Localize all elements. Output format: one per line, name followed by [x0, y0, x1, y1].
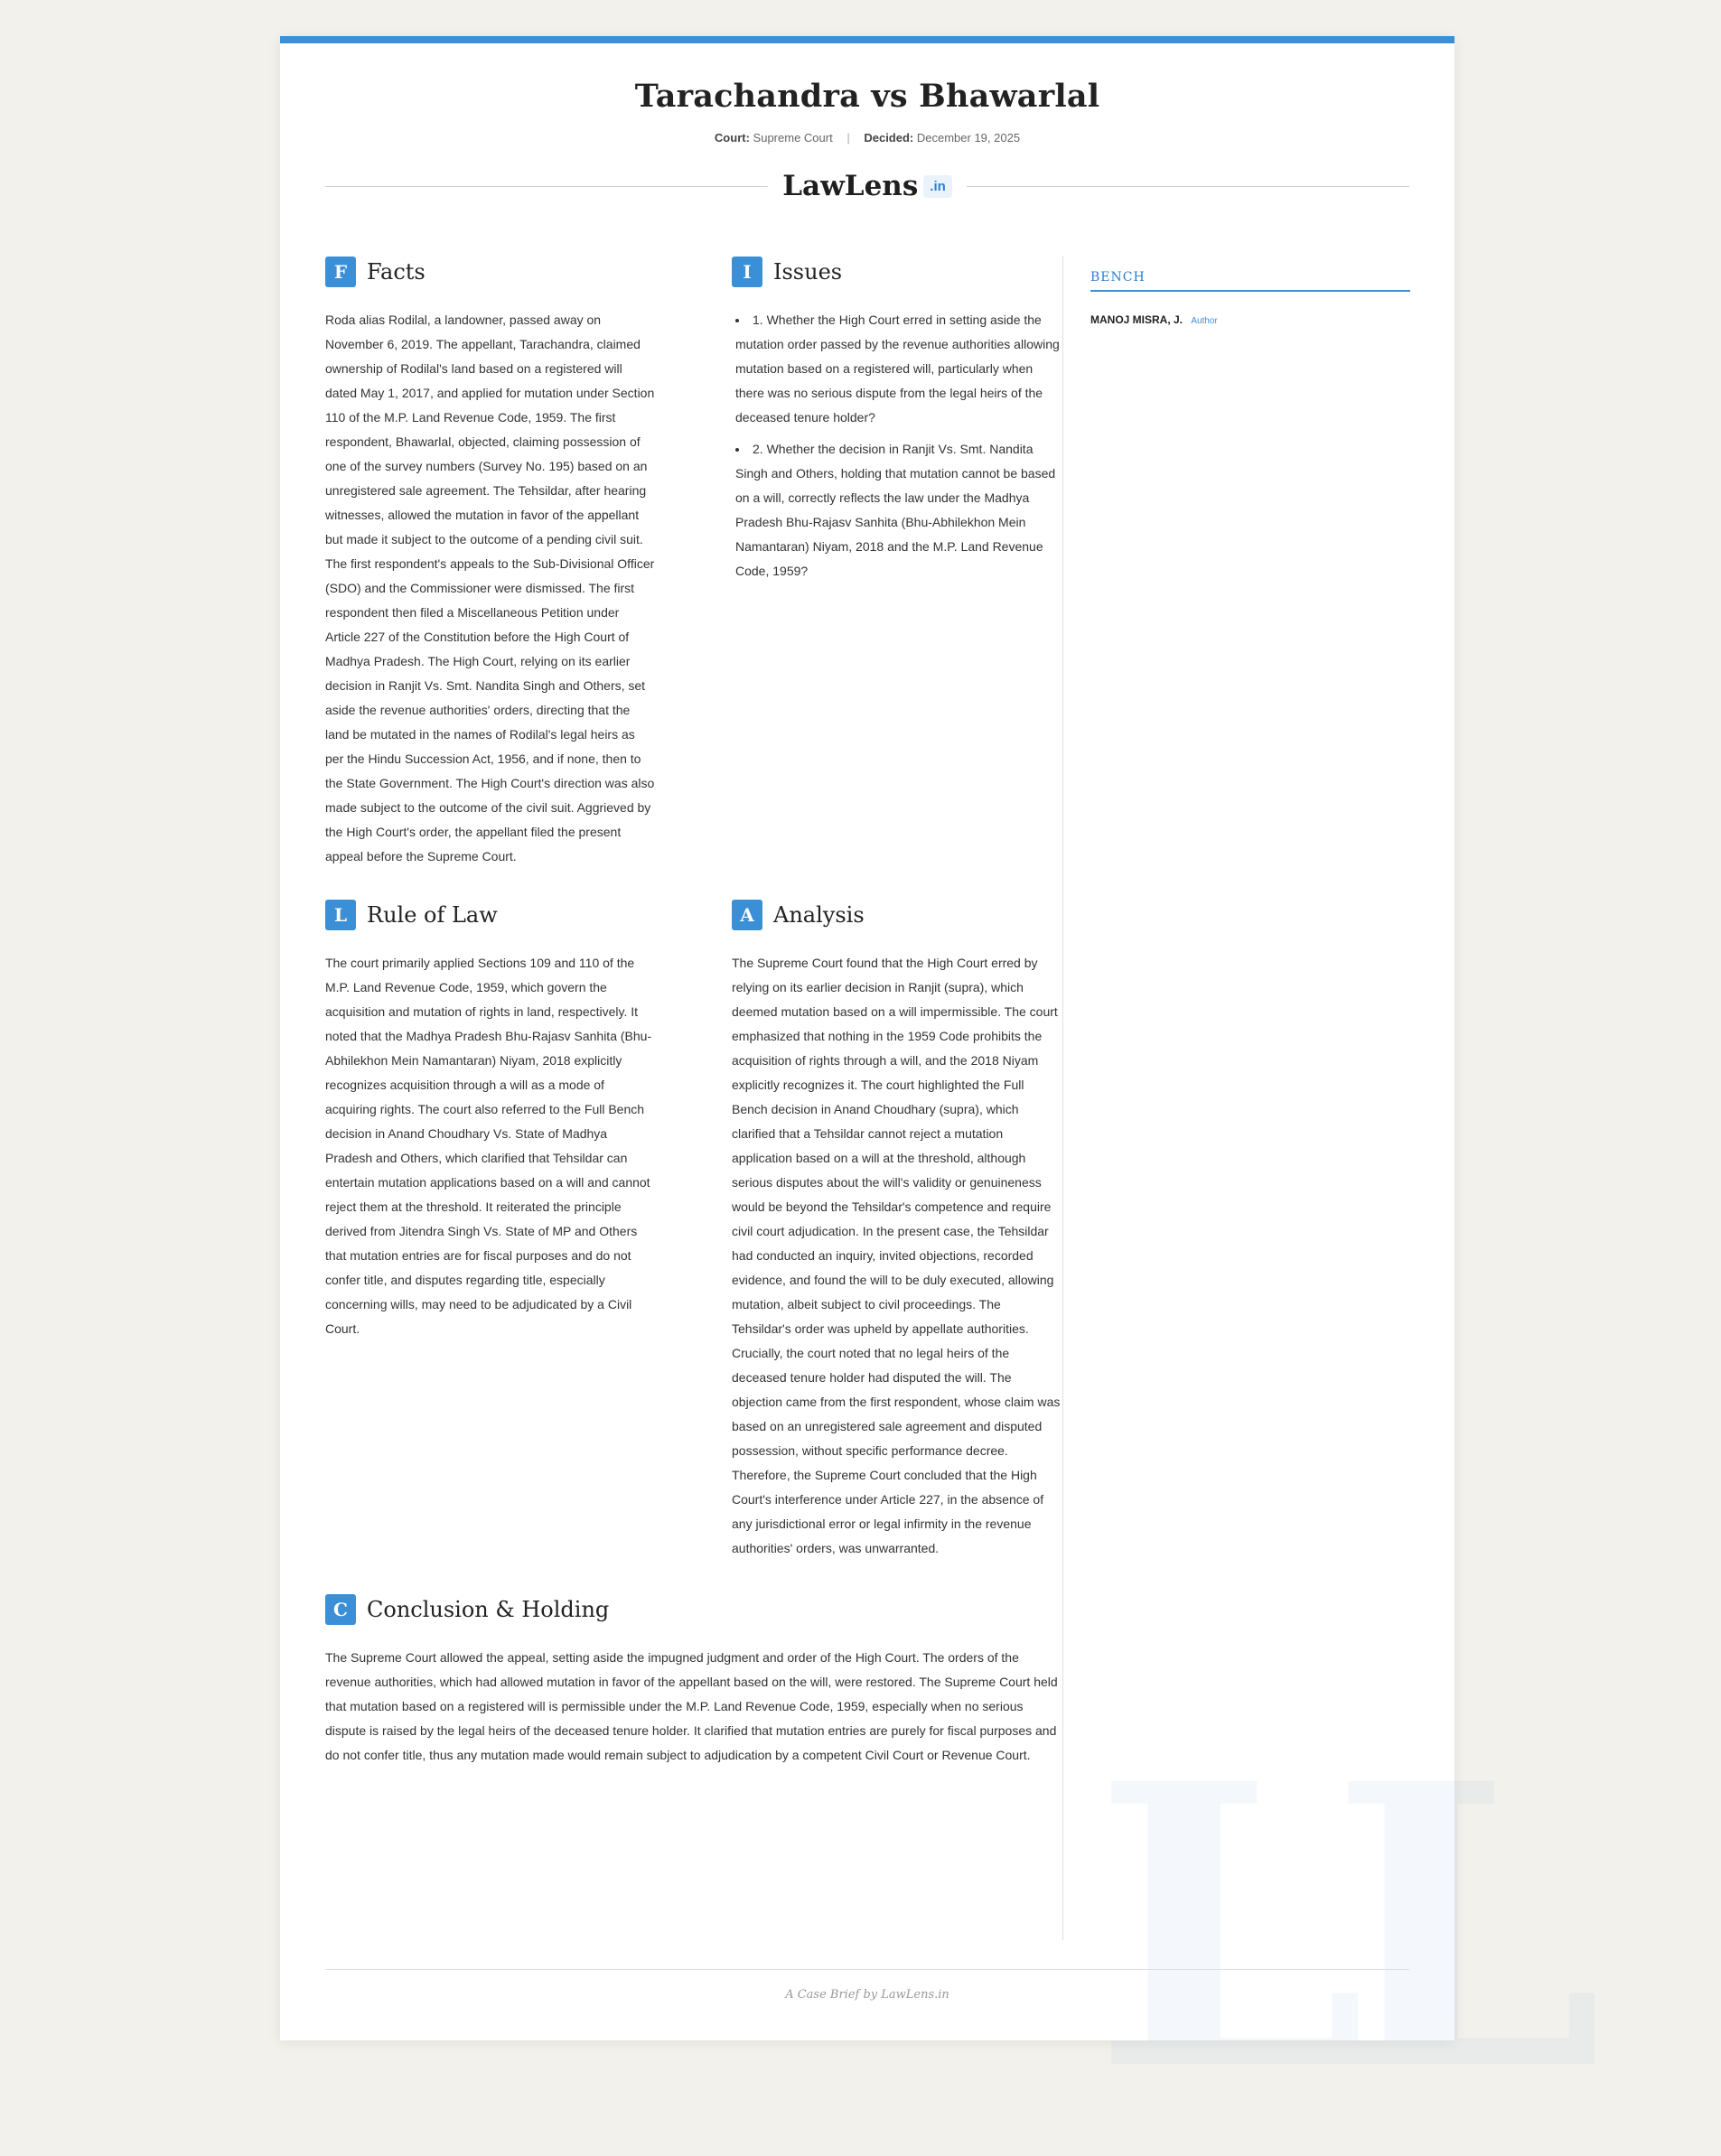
brand-tld-badge: .in	[923, 175, 952, 198]
facts-text: Roda alias Rodilal, a landowner, passed away on November 6, 2019. The appellant, Tarachandra, claimed ownership of Rodilal's land based on a registered will dated May 1, 2017, and applied for mutation under Section 110 of the M.P. Land Revenue Code, 1959. The first respondent, Bhawarlal, objected, claiming possession of one of the survey numbers (Survey No. 195) based on an unregistered sale agreement. The Tehsildar, after hearing witnesses, allowed the mutation in favor of the appellant but made it subject to the outcome of a pending civil suit. The first respondent's appeals to the Sub-Divisional Officer (SDO) and the Commissioner were dismissed. The first respondent then filed a Miscellaneous Petition under Article 227 of the Constitution before the High Court of Madhya Pradesh. The High Court, relying on its earlier decision in Ranjit Vs. Smt. Nandita Singh and Others, set aside the revenue authorities' orders, directing that the land be mutated in the names of Rodilal's legal heirs as per the Hindu Succession Act, 1956, and if none, then to the State Government. The High Court's direction was also made subject to the outcome of the civil suit. Aggrieved by the High Court's order, the appellant filed the present appeal before the Supreme Court.	[325, 313, 655, 863]
case-title: Tarachandra vs Bhawarlal	[634, 78, 1100, 115]
analysis-body	[732, 951, 1062, 1561]
judge-name: MANOJ MISRA, J.	[1090, 313, 1183, 326]
issues-body	[732, 308, 1062, 583]
divider-line-left	[325, 186, 768, 187]
case-meta	[280, 131, 1454, 145]
analysis-badge: A	[732, 900, 762, 930]
judge-entry	[1090, 313, 1410, 326]
rule-badge: L	[325, 900, 356, 930]
analysis-heading	[732, 899, 1062, 931]
conclusion-heading	[325, 1593, 1062, 1626]
rule-of-law-section	[325, 899, 655, 1561]
conclusion-body	[325, 1646, 1062, 1768]
brand-divider	[325, 168, 1409, 204]
analysis-text: The Supreme Court found that the High Court erred by relying on its earlier decision in Ranjit (supra), which deemed mutation based on a will impermissible. The court emphasized that nothing in the 1959 Code prohibits the acquisition of rights through a will, and the 2018 Niyam explicitly recognizes it. The court highlighted the Full Bench decision in Anand Choudhary (supra), which clarified that a Tehsildar cannot reject a mutation application based on a will at the threshold, although serious disputes about the will's validity or genuineness would be beyond the Tehsildar's competence and require civil court adjudication. In the present case, the Tehsildar had conducted an inquiry, invited objections, recorded evidence, and found the will to be duly executed, allowing mutation, albeit subject to civil proceedings. The Tehsildar's order was upheld by appellate authorities. Crucially, the court noted that no legal heirs of the deceased tenure holder had disputed the will. The objection came from the first respondent, whose claim was based on an unregistered sale agreement and disputed possession, without specific performance decree. Therefore, the Supreme Court concluded that the High Court's interference under Article 227, in the absence of any jurisdictional error or legal infirmity in the revenue authorities' orders, was unwarranted.	[732, 956, 1061, 1555]
divider-line-right	[967, 186, 1409, 187]
accent-top-bar	[280, 36, 1454, 43]
court-value: Supreme Court	[753, 131, 833, 145]
rule-body	[325, 951, 655, 1341]
analysis-section	[732, 899, 1062, 1561]
conclusion-badge: C	[325, 1594, 356, 1625]
facts-heading	[325, 256, 655, 288]
case-brief-card	[280, 36, 1567, 2156]
issues-heading	[732, 256, 1062, 288]
conclusion-title: Conclusion & Holding	[367, 1597, 610, 1622]
decided-value: December 19, 2025	[916, 131, 1021, 145]
rule-title: Rule of Law	[367, 902, 498, 928]
footer-credit: A Case Brief by LawLens.in	[785, 1988, 949, 2002]
issues-section	[732, 256, 1062, 869]
judge-role: Author	[1191, 316, 1218, 326]
issues-list	[732, 308, 1062, 583]
conclusion-text: The Supreme Court allowed the appeal, setting aside the impugned judgment and order of the High Court. The orders of the revenue authorities, which had allowed mutation in favor of the appellant based on the will, were restored. The Supreme Court held that mutation based on a registered will is permissible under the M.P. Land Revenue Code, 1959, especially when no serious dispute is raised by the legal heirs of the deceased tenure holder. It clarified that mutation entries are purely for fiscal purposes and do not confer title, thus any mutation made would remain subject to adjudication by a competent Civil Court or Revenue Court.	[325, 1650, 1058, 1762]
issues-badge: I	[732, 257, 762, 287]
issue-item: • 2. Whether the decision in Ranjit Vs. Smt. Nandita Singh and Others, holding that mutation cannot be based on a will, correctly reflects the law under the Madhya Pradesh Bhu-Rajasv Sanhita (Bhu-Abhilekhon Mein Namantaran) Niyam, 2018 and the M.P. Land Revenue Code, 1959?	[735, 437, 1062, 583]
facts-badge: F	[325, 257, 356, 287]
brand-watermark: LL	[1093, 1700, 1567, 2156]
bench-heading: BENCH	[1090, 270, 1410, 292]
analysis-title: Analysis	[773, 902, 865, 928]
court-label: Court:	[714, 131, 750, 145]
decided-label: Decided:	[864, 131, 914, 145]
facts-body	[325, 308, 655, 869]
issue-item: • 1. Whether the High Court erred in setting aside the mutation order passed by the revenue authorities allowing mutation based on a registered will, particularly when there was no serious dispute from the legal heirs of the deceased tenure holder?	[735, 308, 1062, 430]
facts-title: Facts	[367, 259, 426, 285]
bench-sidebar	[1062, 256, 1410, 1940]
rule-text: The court primarily applied Sections 109 and 110 of the M.P. Land Revenue Code, 1959, which govern the acquisition and mutation of rights in land, respectively. It noted that the Madhya Pradesh Bhu-Rajasv Sanhita (Bhu-Abhilekhon Mein Namantaran) Niyam, 2018 explicitly recognizes acquisition through a will as a mode of acquiring rights. The court also referred to the Full Bench decision in Anand Choudhary Vs. State of Madhya Pradesh and Others, which clarified that Tehsildar can entertain mutation applications based on a will and cannot reject them at the threshold. It reiterated the principle derived from Jitendra Singh Vs. State of MP and Others that mutation entries are for fiscal purposes and do not confer title, and disputes regarding title, especially concerning wills, may need to be adjudicated by a Civil Court.	[325, 956, 652, 1336]
rule-analysis-row	[325, 899, 1062, 1561]
brand-name: LawLens	[782, 170, 919, 202]
brief-header	[280, 43, 1454, 145]
issues-title: Issues	[773, 259, 843, 285]
brief-main-content	[325, 256, 1062, 1768]
brief-footer	[325, 1969, 1409, 2002]
brand-logo[interactable]	[768, 170, 967, 202]
conclusion-section	[325, 1593, 1062, 1768]
facts-issues-row	[325, 256, 1062, 869]
rule-heading	[325, 899, 655, 931]
facts-section	[325, 256, 655, 869]
meta-separator: |	[846, 131, 850, 145]
